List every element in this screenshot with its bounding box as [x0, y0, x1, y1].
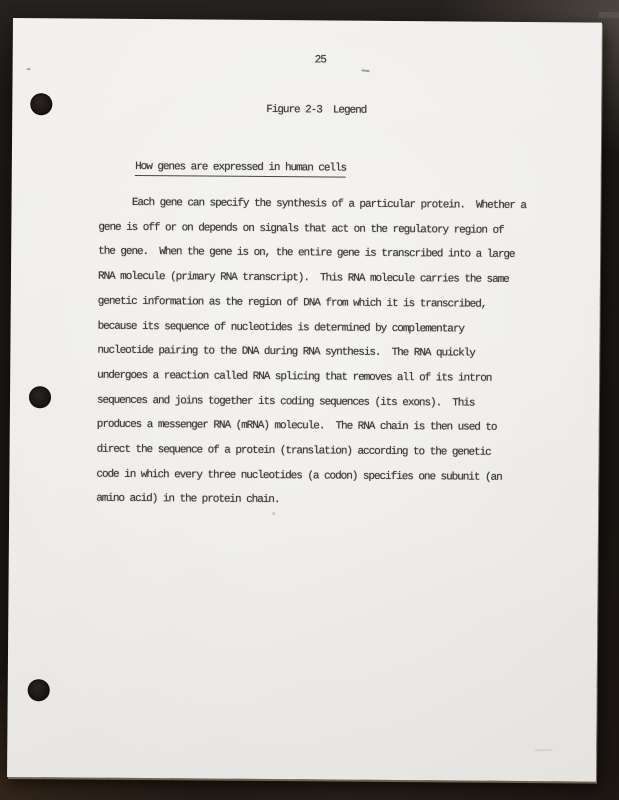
hole-punch-top [30, 93, 52, 115]
hole-punch-bottom [28, 679, 50, 701]
hole-punch-middle [29, 386, 51, 408]
scan-artifact-speck [27, 68, 31, 70]
document-page [7, 18, 602, 782]
scan-artifact-smudge [535, 749, 552, 751]
scan-artifact-dot [272, 512, 275, 515]
mat-edge-highlight [599, 12, 619, 18]
body-paragraph: Each gene can specify the synthesis of a particular protein. Whether a gene is off or on depends on signals that act on the regulatory region of the gene. When the gene is on, the entire gene is transcribed into a large RNA molecule (primary RNA transcript). This RNA molecule carries the same genetic information as the region of DNA from which it is transcribed, because its sequence of nucleotides is determined by complementary nucleotide pairing to the DNA during RNA synthesis. The RNA quickly undergoes a reaction called RNA splicing that removes all of its intron sequences and joins together its coding sequences (its exons). This produces a messenger RNA (mRNA) molecule. The RNA chain is then used to direct the sequence of a protein (translation) according to the genetic code in which every three nucleotides (a codon) specifies one subunit (an amino acid) in the protein chain. [96, 196, 527, 507]
figure-caption: Figure 2-3 Legend [266, 103, 367, 117]
page-number: 25 [314, 54, 326, 67]
section-heading [102, 149, 347, 190]
scan-artifact-dash [362, 69, 370, 72]
section-heading-text: How genes are expressed in human cells [135, 161, 346, 178]
